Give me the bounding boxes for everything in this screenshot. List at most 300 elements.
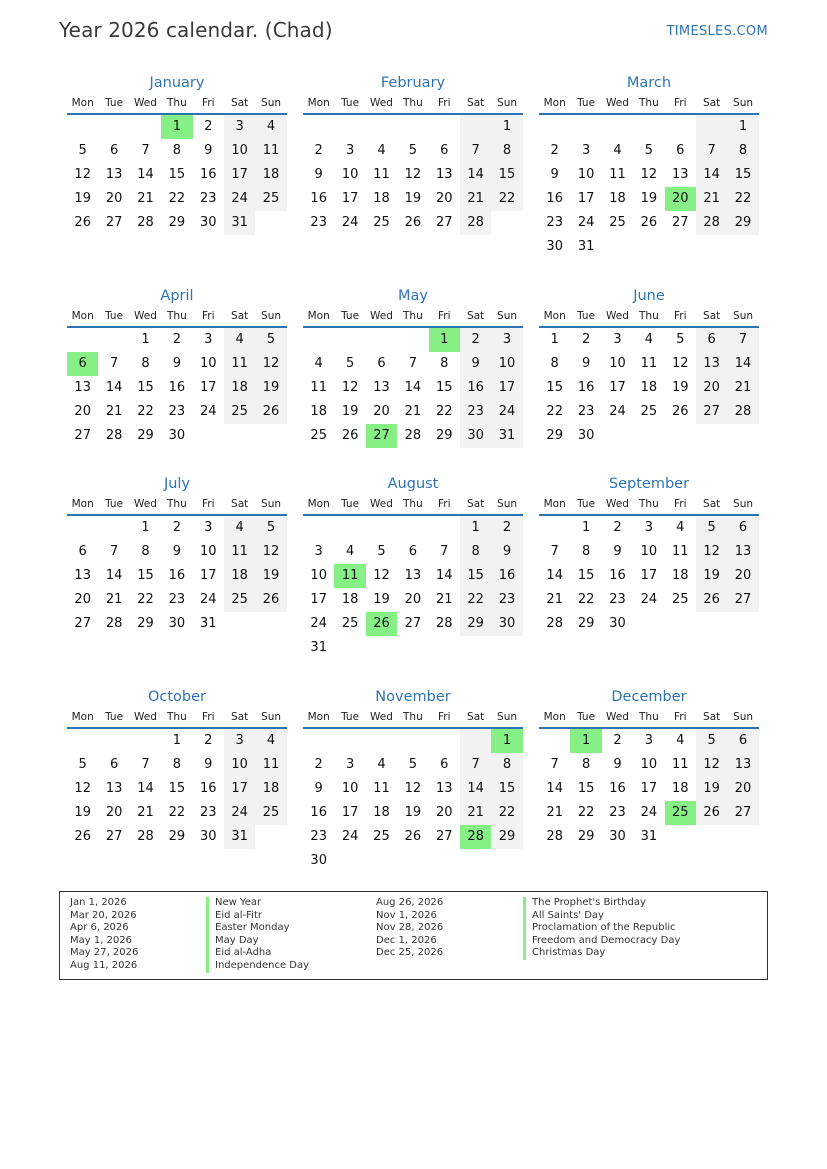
day-cell: 12: [696, 753, 727, 777]
day-cell: 19: [74, 191, 91, 206]
weekday-label: Sun: [261, 310, 282, 322]
day-cell: 4: [644, 332, 653, 347]
empty-day-cell: [98, 729, 129, 753]
day-cell: 9: [581, 356, 591, 371]
day-cell: 3: [644, 733, 653, 748]
day-cell: 16: [491, 564, 522, 588]
day-cell: 14: [546, 568, 563, 583]
weekday-label: Sat: [231, 498, 249, 510]
weekday-label: Mon: [71, 711, 94, 723]
month-july: [67, 474, 287, 636]
empty-day-cell: [602, 235, 633, 259]
day-cell: 10: [224, 753, 255, 777]
day-cell: 23: [609, 592, 626, 607]
empty-day-cell: [696, 825, 727, 849]
legend-names-col-1: [206, 897, 309, 973]
day-cell: 18: [255, 163, 286, 187]
day-cell: 8: [172, 757, 181, 772]
day-cell: 22: [137, 404, 154, 419]
day-cell: 23: [199, 805, 217, 820]
holiday-legend: [59, 891, 768, 980]
weekday-header: [539, 306, 759, 328]
month-name: November: [375, 689, 451, 705]
weekday-label: Sun: [733, 711, 754, 723]
day-cell: 23: [460, 400, 491, 424]
weekday-label: Sun: [733, 97, 754, 109]
day-cell: 15: [168, 167, 186, 182]
day-cell: 14: [137, 167, 154, 182]
day-cell: 6: [408, 544, 417, 559]
weekday-label: Wed: [134, 711, 157, 723]
holiday-day-cell: 26: [366, 612, 397, 636]
legend-date: Dec 25, 2026: [376, 947, 444, 959]
day-cell: 13: [696, 352, 727, 376]
day-cell: 27: [74, 616, 91, 631]
day-cell: 11: [373, 167, 390, 182]
day-cell: 23: [310, 215, 327, 230]
empty-day-cell: [460, 115, 491, 139]
weekday-label: Fri: [674, 498, 687, 510]
day-cell: 2: [581, 332, 591, 347]
day-cell: 10: [224, 139, 255, 163]
legend-date: Jan 1, 2026: [70, 897, 127, 908]
day-cell: 2: [491, 516, 522, 540]
weekday-header: [303, 494, 523, 516]
weekday-label: Thu: [639, 711, 659, 723]
month-march: [539, 73, 759, 259]
weekday-label: Fri: [202, 711, 215, 723]
day-cell: 12: [373, 568, 390, 583]
day-cell: 13: [727, 540, 758, 564]
days-grid: [539, 115, 759, 259]
day-cell: 22: [491, 801, 522, 825]
day-cell: 10: [199, 356, 217, 371]
legend-holiday-name: All Saints' Day: [523, 910, 680, 923]
weekday-label: Thu: [403, 498, 423, 510]
day-cell: 3: [314, 544, 323, 559]
day-cell: 25: [224, 588, 255, 612]
day-cell: 26: [404, 215, 422, 230]
day-cell: 22: [435, 404, 453, 419]
day-cell: 24: [609, 404, 626, 419]
day-cell: 4: [377, 757, 386, 772]
day-cell: 6: [727, 516, 758, 540]
day-cell: 28: [105, 616, 123, 631]
day-cell: 12: [404, 781, 422, 796]
day-cell: 19: [255, 376, 286, 400]
day-cell: 14: [460, 777, 491, 801]
holiday-day-cell: 28: [460, 825, 491, 849]
day-cell: 24: [199, 404, 217, 419]
day-cell: 5: [345, 356, 355, 371]
day-cell: 10: [341, 167, 359, 182]
day-cell: 12: [404, 167, 422, 182]
day-cell: 18: [373, 805, 390, 820]
day-cell: 3: [491, 328, 522, 352]
day-cell: 9: [204, 757, 213, 772]
days-grid: [303, 115, 523, 235]
day-cell: 13: [105, 781, 123, 796]
day-cell: 31: [224, 211, 255, 235]
weekday-header: [539, 93, 759, 115]
day-cell: 26: [74, 215, 91, 230]
day-cell: 5: [644, 143, 653, 158]
day-cell: 16: [609, 568, 626, 583]
day-cell: 19: [404, 191, 422, 206]
empty-day-cell: [303, 516, 334, 540]
legend-dates-col-1: [70, 897, 138, 973]
day-cell: 30: [491, 612, 522, 636]
weekday-label: Sat: [467, 498, 485, 510]
weekday-label: Sun: [261, 498, 282, 510]
day-cell: 29: [137, 428, 154, 443]
day-cell: 23: [609, 805, 626, 820]
day-cell: 2: [613, 733, 622, 748]
empty-day-cell: [539, 115, 570, 139]
day-cell: 5: [408, 757, 417, 772]
weekday-label: Tue: [577, 711, 596, 723]
month-name: January: [149, 75, 205, 91]
day-cell: 7: [109, 544, 119, 559]
weekday-label: Mon: [307, 310, 330, 322]
empty-day-cell: [633, 115, 664, 139]
weekday-label: Sun: [497, 498, 518, 510]
empty-day-cell: [570, 115, 601, 139]
weekday-label: Fri: [674, 310, 687, 322]
weekday-label: Tue: [577, 310, 596, 322]
day-cell: 23: [168, 592, 186, 607]
brand-link[interactable]: TIMESLES.COM: [666, 24, 768, 39]
weekday-label: Wed: [606, 97, 629, 109]
day-cell: 22: [727, 187, 758, 211]
weekday-label: Sat: [467, 97, 485, 109]
day-cell: 3: [345, 143, 355, 158]
weekday-label: Thu: [167, 97, 187, 109]
empty-day-cell: [130, 729, 161, 753]
day-cell: 5: [377, 544, 386, 559]
day-cell: 25: [373, 829, 390, 844]
day-cell: 28: [460, 211, 491, 235]
weekday-label: Thu: [403, 97, 423, 109]
day-cell: 26: [255, 588, 286, 612]
weekday-label: Sat: [703, 310, 721, 322]
day-cell: 24: [310, 616, 327, 631]
weekday-label: Wed: [606, 498, 629, 510]
empty-day-cell: [633, 235, 664, 259]
day-cell: 7: [408, 356, 417, 371]
day-cell: 15: [137, 380, 154, 395]
day-cell: 16: [577, 380, 595, 395]
day-cell: 22: [491, 187, 522, 211]
day-cell: 10: [577, 167, 595, 182]
weekday-label: Mon: [543, 310, 566, 322]
day-cell: 10: [609, 356, 626, 371]
day-cell: 13: [373, 380, 390, 395]
day-cell: 19: [671, 380, 689, 395]
day-cell: 12: [341, 380, 359, 395]
day-cell: 17: [224, 777, 255, 801]
day-cell: 14: [696, 163, 727, 187]
day-cell: 11: [609, 167, 626, 182]
day-cell: 8: [440, 356, 449, 371]
day-cell: 29: [460, 612, 491, 636]
day-cell: 9: [204, 143, 213, 158]
day-cell: 25: [640, 404, 658, 419]
day-cell: 7: [141, 757, 150, 772]
day-cell: 17: [491, 376, 522, 400]
weekday-label: Sat: [703, 498, 721, 510]
month-name: March: [626, 75, 672, 91]
day-cell: 12: [74, 167, 91, 182]
day-cell: 15: [491, 163, 522, 187]
weekday-label: Fri: [202, 498, 215, 510]
day-cell: 14: [137, 781, 154, 796]
day-cell: 9: [172, 544, 181, 559]
empty-day-cell: [727, 424, 758, 448]
empty-day-cell: [539, 729, 570, 753]
day-cell: 15: [460, 564, 491, 588]
day-cell: 15: [435, 380, 453, 395]
holiday-day-cell: 6: [67, 352, 98, 376]
empty-day-cell: [727, 612, 758, 636]
day-cell: 14: [404, 380, 422, 395]
day-cell: 14: [460, 163, 491, 187]
day-cell: 7: [696, 139, 727, 163]
empty-day-cell: [696, 115, 727, 139]
holiday-day-cell: 11: [334, 564, 365, 588]
day-cell: 25: [671, 592, 689, 607]
day-cell: 14: [435, 568, 453, 583]
day-cell: 21: [435, 592, 453, 607]
legend-date: May 1, 2026: [70, 934, 133, 946]
weekday-label: Mon: [71, 97, 94, 109]
day-cell: 13: [671, 167, 689, 182]
weekday-label: Mon: [71, 498, 94, 510]
day-cell: 21: [460, 801, 491, 825]
day-cell: 28: [137, 829, 154, 844]
month-name: August: [387, 476, 439, 492]
weekday-label: Tue: [105, 711, 124, 723]
empty-day-cell: [98, 328, 129, 352]
day-cell: 27: [727, 588, 758, 612]
day-cell: 23: [577, 404, 595, 419]
day-cell: 9: [172, 356, 181, 371]
empty-day-cell: [429, 516, 460, 540]
holiday-day-cell: 1: [491, 729, 522, 753]
day-cell: 8: [491, 139, 522, 163]
legend-holiday-name: Easter Monday: [206, 922, 309, 935]
day-cell: 17: [640, 781, 658, 796]
weekday-header: [67, 93, 287, 115]
empty-day-cell: [366, 849, 397, 873]
weekday-label: Tue: [341, 97, 360, 109]
day-cell: 3: [345, 757, 355, 772]
day-cell: 12: [640, 167, 658, 182]
legend-holiday-name: Proclamation of the Republic: [523, 922, 680, 935]
empty-day-cell: [67, 516, 98, 540]
day-cell: 16: [609, 781, 626, 796]
weekday-label: Sat: [467, 711, 485, 723]
day-cell: 31: [310, 640, 327, 655]
weekday-header: [303, 306, 523, 328]
day-cell: 27: [74, 428, 91, 443]
day-cell: 2: [460, 328, 491, 352]
day-cell: 26: [255, 400, 286, 424]
day-cell: 29: [168, 215, 186, 230]
legend-holiday-name: May Day: [206, 935, 309, 948]
day-cell: 24: [224, 801, 255, 825]
weekday-label: Sun: [497, 97, 518, 109]
day-cell: 11: [310, 380, 327, 395]
day-cell: 5: [696, 729, 727, 753]
weekday-label: Wed: [606, 711, 629, 723]
weekday-label: Mon: [543, 97, 566, 109]
empty-day-cell: [224, 612, 255, 636]
weekday-label: Wed: [370, 711, 393, 723]
day-cell: 4: [314, 356, 323, 371]
day-cell: 29: [435, 428, 453, 443]
day-cell: 30: [546, 239, 563, 254]
weekday-label: Thu: [167, 310, 187, 322]
weekday-label: Tue: [105, 97, 124, 109]
page-title: Year 2026 calendar. (Chad): [59, 18, 333, 42]
weekday-label: Sun: [261, 97, 282, 109]
day-cell: 24: [577, 215, 595, 230]
day-cell: 19: [341, 404, 359, 419]
day-cell: 25: [341, 616, 359, 631]
empty-day-cell: [633, 612, 664, 636]
empty-day-cell: [67, 115, 98, 139]
empty-day-cell: [366, 516, 397, 540]
day-cell: 11: [224, 540, 255, 564]
day-cell: 10: [491, 352, 522, 376]
days-grid: [303, 729, 523, 873]
weekday-label: Fri: [438, 310, 451, 322]
month-name: September: [608, 476, 690, 492]
day-cell: 11: [671, 757, 689, 772]
day-cell: 21: [105, 592, 123, 607]
day-cell: 21: [546, 592, 563, 607]
legend-dates-col-2: [376, 897, 443, 960]
day-cell: 16: [546, 191, 563, 206]
empty-day-cell: [491, 849, 522, 873]
day-cell: 9: [613, 757, 622, 772]
day-cell: 23: [199, 191, 217, 206]
weekday-header: [67, 707, 287, 729]
day-cell: 4: [676, 733, 685, 748]
day-cell: 1: [581, 520, 591, 535]
day-cell: 3: [613, 332, 622, 347]
month-name: February: [380, 75, 446, 91]
month-name: December: [611, 689, 687, 705]
empty-day-cell: [665, 115, 696, 139]
day-cell: 16: [460, 376, 491, 400]
day-cell: 28: [546, 616, 563, 631]
day-cell: 26: [696, 801, 727, 825]
empty-day-cell: [539, 516, 570, 540]
empty-day-cell: [491, 636, 522, 660]
day-cell: 9: [314, 167, 323, 182]
day-cell: 15: [546, 380, 563, 395]
empty-day-cell: [397, 636, 428, 660]
day-cell: 20: [404, 592, 422, 607]
day-cell: 20: [435, 191, 453, 206]
month-december: [539, 687, 759, 849]
day-cell: 10: [640, 757, 658, 772]
weekday-label: Wed: [134, 498, 157, 510]
day-cell: 30: [168, 428, 186, 443]
day-cell: 21: [727, 376, 758, 400]
day-cell: 28: [696, 211, 727, 235]
day-cell: 31: [491, 424, 522, 448]
weekday-label: Sun: [733, 310, 754, 322]
day-cell: 4: [613, 143, 622, 158]
day-cell: 9: [314, 781, 323, 796]
day-cell: 13: [727, 753, 758, 777]
empty-day-cell: [727, 235, 758, 259]
day-cell: 11: [671, 544, 689, 559]
month-january: [67, 73, 287, 235]
day-cell: 1: [172, 733, 181, 748]
day-cell: 29: [577, 829, 595, 844]
day-cell: 31: [640, 829, 658, 844]
holiday-day-cell: 1: [429, 328, 460, 352]
day-cell: 2: [204, 733, 213, 748]
day-cell: 8: [141, 544, 150, 559]
empty-day-cell: [334, 328, 365, 352]
empty-day-cell: [67, 328, 98, 352]
weekday-label: Sat: [703, 711, 721, 723]
day-cell: 3: [224, 729, 255, 753]
weekday-label: Fri: [202, 97, 215, 109]
weekday-label: Fri: [674, 711, 687, 723]
weekday-label: Wed: [370, 97, 393, 109]
empty-day-cell: [334, 849, 365, 873]
weekday-label: Tue: [341, 310, 360, 322]
day-cell: 9: [550, 167, 559, 182]
day-cell: 18: [255, 777, 286, 801]
day-cell: 27: [404, 616, 422, 631]
month-november: [303, 687, 523, 873]
day-cell: 20: [696, 376, 727, 400]
day-cell: 7: [460, 753, 491, 777]
legend-date: Aug 26, 2026: [376, 897, 444, 908]
weekday-label: Tue: [105, 498, 124, 510]
holiday-day-cell: 25: [665, 801, 696, 825]
day-cell: 3: [644, 520, 653, 535]
day-cell: 23: [168, 404, 186, 419]
empty-day-cell: [696, 235, 727, 259]
day-cell: 21: [696, 187, 727, 211]
weekday-label: Mon: [71, 310, 94, 322]
day-cell: 12: [74, 781, 91, 796]
day-cell: 29: [727, 211, 758, 235]
day-cell: 9: [613, 544, 622, 559]
weekday-label: Sat: [231, 711, 249, 723]
month-may: [303, 286, 523, 448]
day-cell: 6: [440, 757, 449, 772]
empty-day-cell: [460, 849, 491, 873]
day-cell: 2: [314, 143, 323, 158]
day-cell: 17: [341, 191, 359, 206]
day-cell: 31: [577, 239, 595, 254]
day-cell: 7: [550, 544, 559, 559]
empty-day-cell: [429, 115, 460, 139]
day-cell: 21: [404, 404, 422, 419]
day-cell: 27: [727, 801, 758, 825]
empty-day-cell: [366, 636, 397, 660]
day-cell: 17: [199, 568, 217, 583]
